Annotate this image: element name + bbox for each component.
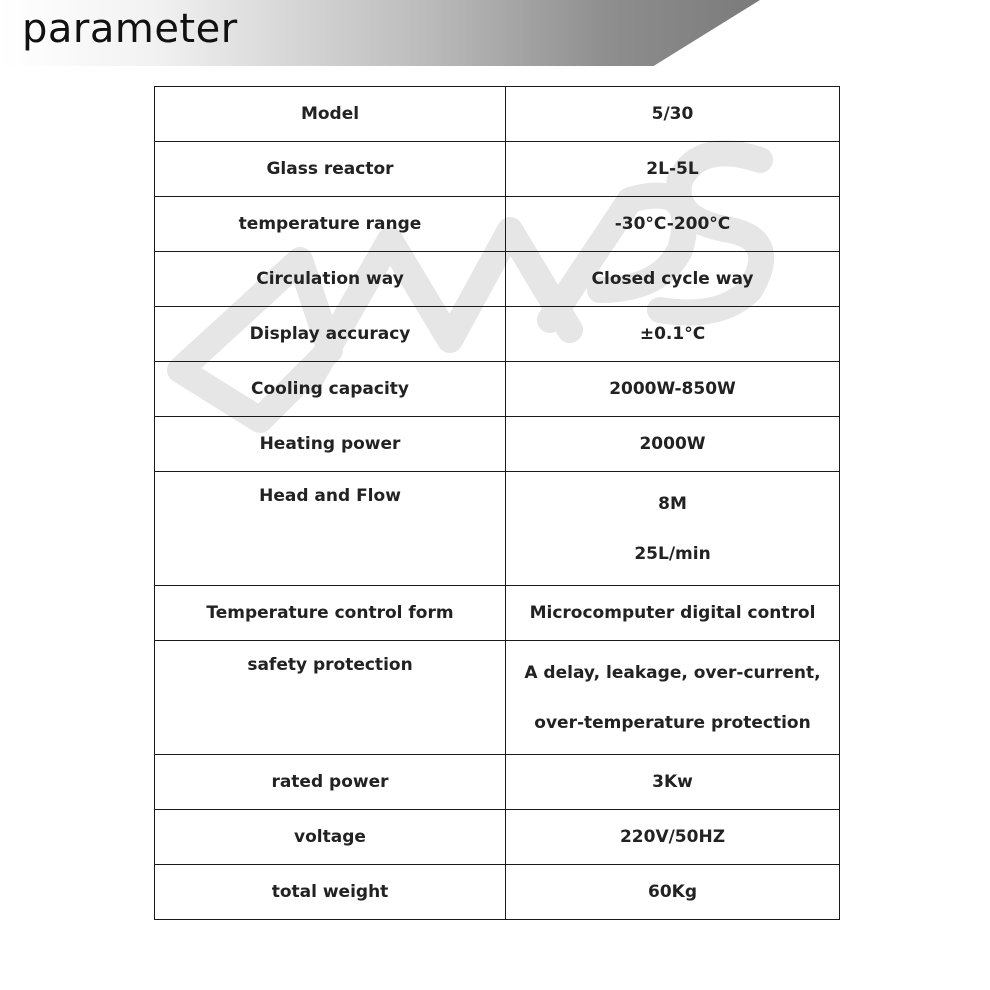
table-row xyxy=(155,472,840,586)
param-value-text: 2000W-850W xyxy=(609,379,736,399)
param-label-text: Glass reactor xyxy=(266,159,394,179)
param-value xyxy=(506,865,840,920)
param-label xyxy=(155,307,506,362)
table-row xyxy=(155,307,840,362)
param-value-text: 8M xyxy=(658,493,687,514)
table-row xyxy=(155,417,840,472)
param-value-text: A delay, leakage, over-current, xyxy=(524,662,821,683)
param-value-text: -30°C-200°C xyxy=(614,214,731,234)
param-value-text: 220V/50HZ xyxy=(619,827,726,847)
param-value-text: Microcomputer digital control xyxy=(529,603,816,623)
param-value xyxy=(506,362,840,417)
param-value-text: over-temperature protection xyxy=(534,712,811,733)
param-label-text: Temperature control form xyxy=(206,603,454,623)
param-value xyxy=(506,472,840,586)
param-value-text: 25L/min xyxy=(634,543,711,564)
param-label xyxy=(155,142,506,197)
param-value xyxy=(506,197,840,252)
param-value xyxy=(506,755,840,810)
table-row xyxy=(155,755,840,810)
parameter-table xyxy=(154,86,840,920)
param-label-text: Circulation way xyxy=(256,269,404,289)
param-value xyxy=(506,307,840,362)
param-label xyxy=(155,417,506,472)
param-label xyxy=(155,87,506,142)
page-title: parameter xyxy=(22,6,238,52)
param-label-text: Display accuracy xyxy=(249,324,411,344)
table-row xyxy=(155,586,840,641)
table-row xyxy=(155,252,840,307)
param-value-text: 5/30 xyxy=(651,104,694,124)
param-label-text: Cooling capacity xyxy=(251,379,409,399)
param-label-text: Head and Flow xyxy=(259,486,401,506)
param-value-text: 2L-5L xyxy=(646,159,699,179)
param-value-text: 60Kg xyxy=(648,882,697,902)
param-value-text: Closed cycle way xyxy=(591,269,754,289)
table-row xyxy=(155,197,840,252)
table-row xyxy=(155,810,840,865)
table-row xyxy=(155,362,840,417)
param-label xyxy=(155,755,506,810)
param-label-text: rated power xyxy=(271,772,389,792)
table-row xyxy=(155,87,840,142)
param-label xyxy=(155,252,506,307)
param-value-text: ±0.1°C xyxy=(639,324,706,344)
param-label xyxy=(155,586,506,641)
param-label-text: safety protection xyxy=(247,655,413,675)
param-value xyxy=(506,810,840,865)
param-label-text: Model xyxy=(300,104,360,124)
table-row xyxy=(155,865,840,920)
param-value xyxy=(506,586,840,641)
param-value xyxy=(506,641,840,755)
param-label xyxy=(155,197,506,252)
param-label-text: voltage xyxy=(294,827,366,847)
param-label-text: temperature range xyxy=(238,214,422,234)
table-row xyxy=(155,142,840,197)
param-value-text: 2000W xyxy=(639,434,706,454)
param-label xyxy=(155,810,506,865)
param-label xyxy=(155,641,506,755)
param-value xyxy=(506,142,840,197)
param-label xyxy=(155,362,506,417)
param-label xyxy=(155,865,506,920)
param-value-text: 3Kw xyxy=(652,772,693,792)
param-value xyxy=(506,417,840,472)
param-label-text: total weight xyxy=(271,882,389,902)
param-label-text: Heating power xyxy=(259,434,401,454)
param-value xyxy=(506,87,840,142)
param-label xyxy=(155,472,506,586)
param-value xyxy=(506,252,840,307)
table-row xyxy=(155,641,840,755)
